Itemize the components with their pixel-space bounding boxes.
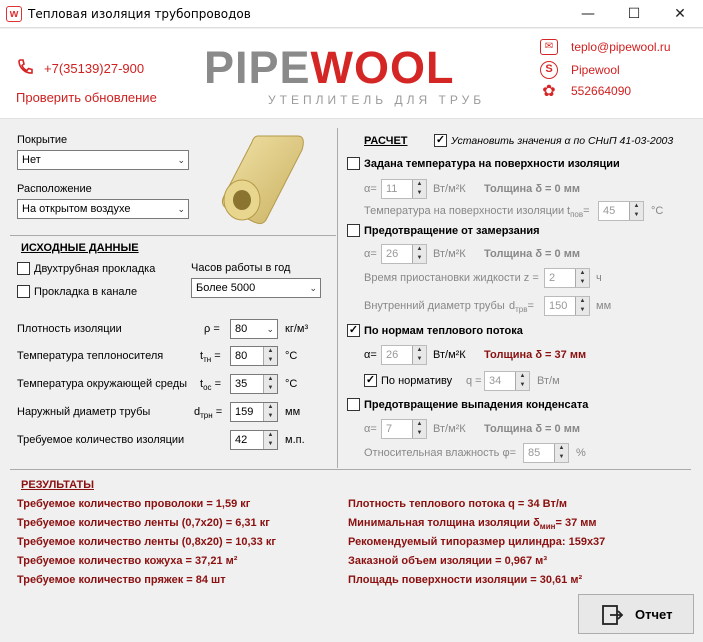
spin-up-icon[interactable]: ▲: [515, 372, 529, 381]
condensate-checkbox[interactable]: [347, 398, 360, 411]
coating-select[interactable]: [17, 150, 189, 170]
vertical-divider: [337, 128, 338, 468]
result-min-thickness: Минимальная толщина изоляции $\delta_{мин}= 37$ мм: [348, 517, 597, 531]
spin-down-icon[interactable]: ▼: [554, 453, 568, 462]
header-banner: [0, 29, 703, 119]
email-link[interactable]: teplo@pipewool.ru: [571, 40, 671, 54]
report-button[interactable]: [578, 594, 694, 634]
logo-tagline: УТЕПЛИТЕЛЬ ДЛЯ ТРУБ: [268, 93, 486, 107]
heat-flow-checkbox[interactable]: ✓: [348, 324, 359, 336]
spin-up-icon[interactable]: ▲: [575, 269, 589, 278]
density-symbol: ρ =: [204, 323, 220, 335]
freeze-thickness: Толщина δ = 0 мм: [484, 248, 580, 260]
inner-diameter-label: Внутренний диаметр трубы: [364, 300, 505, 312]
freeze-alpha-unit: Вт/м²К: [433, 248, 466, 260]
humidity-value: 85: [528, 447, 541, 459]
chevron-down-icon: ⌄: [177, 155, 185, 165]
q-spinner[interactable]: [484, 371, 530, 391]
coolant-temp-unit: °С: [285, 350, 298, 362]
chevron-down-icon: ⌄: [309, 283, 317, 293]
density-label: Плотность изоляции: [17, 323, 122, 335]
alpha-symbol: α=: [364, 183, 377, 195]
density-value: 80: [235, 323, 248, 335]
inner-diameter-unit: мм: [596, 300, 612, 312]
q-unit: Вт/м: [537, 375, 560, 387]
check-update-link[interactable]: Проверить обновление: [16, 90, 157, 105]
spin-up-icon[interactable]: ▲: [412, 180, 426, 189]
freeze-time-value: 2: [549, 272, 556, 284]
heat-flow-alpha-spinner[interactable]: [381, 345, 427, 365]
spin-up-icon[interactable]: ▲: [412, 245, 426, 254]
spin-down-icon[interactable]: ▼: [263, 384, 277, 393]
snip-checkbox[interactable]: ✓: [435, 134, 446, 146]
ambient-temp-label: Температура окружающей среды: [17, 378, 188, 390]
coating-label: Покрытие: [17, 134, 68, 146]
humidity-label: Относительная влажность φ=: [364, 447, 517, 459]
results-header: РЕЗУЛЬТАТЫ: [21, 479, 94, 491]
surface-alpha-unit: Вт/м²К: [433, 183, 466, 195]
skype-contact: Pipewool: [571, 63, 620, 77]
coating-value: Нет: [22, 154, 41, 166]
result-tape-07: Требуемое количество ленты (0,7х20) = 6,31 кг: [17, 517, 270, 529]
spin-down-icon[interactable]: ▼: [629, 211, 643, 220]
result-casing: Требуемое количество кожуха = 37,21 м²: [17, 555, 238, 567]
inner-diameter-symbol: $d_{трв}=$: [509, 300, 534, 314]
insulation-cylinder-image: [218, 130, 308, 226]
spin-down-icon[interactable]: ▼: [412, 429, 426, 438]
spin-up-icon[interactable]: ▲: [263, 375, 277, 384]
export-icon: [601, 604, 625, 626]
hours-label: Часов работы в год: [191, 262, 291, 274]
surface-temp-checkbox[interactable]: [347, 157, 360, 170]
spin-down-icon[interactable]: ▼: [263, 412, 277, 421]
hours-select[interactable]: [191, 278, 321, 298]
chevron-down-icon: ⌄: [266, 324, 274, 334]
location-select[interactable]: [17, 199, 189, 219]
outer-diameter-value: 159: [235, 406, 254, 418]
icq-icon: ✿: [542, 83, 556, 100]
spin-up-icon[interactable]: ▲: [263, 347, 277, 356]
location-label: Расположение: [17, 183, 92, 195]
q-value: 34: [489, 375, 502, 387]
channel-label: Прокладка в канале: [34, 286, 138, 298]
spin-up-icon[interactable]: ▲: [575, 297, 589, 306]
spin-up-icon[interactable]: ▲: [263, 403, 277, 412]
spin-down-icon[interactable]: ▼: [515, 381, 529, 390]
by-norm-label: По нормативу: [381, 375, 453, 387]
spin-up-icon[interactable]: ▲: [412, 346, 426, 355]
spin-down-icon[interactable]: ▼: [412, 254, 426, 263]
spin-down-icon[interactable]: ▼: [575, 306, 589, 315]
insulation-qty-value: 42: [235, 434, 248, 446]
spin-down-icon[interactable]: ▼: [263, 440, 277, 449]
chevron-down-icon: ⌄: [177, 204, 185, 214]
inner-diameter-spinner[interactable]: [544, 296, 590, 316]
result-wire: Требуемое количество проволоки = 1,59 кг: [17, 498, 251, 510]
coolant-temp-spinner[interactable]: [230, 346, 278, 366]
twin-pipe-label: Двухтрубная прокладка: [34, 263, 156, 275]
report-button-label: Отчет: [635, 607, 673, 622]
freeze-title: Предотвращение от замерзания: [364, 225, 540, 237]
inner-diameter-value: 150: [549, 300, 568, 312]
ambient-temp-unit: °С: [285, 378, 298, 390]
result-tape-08: Требуемое количество ленты (0,8х20) = 10,33 кг: [17, 536, 276, 548]
outer-diameter-spinner[interactable]: [230, 402, 278, 422]
surface-temp-value: 45: [603, 205, 616, 217]
spin-down-icon[interactable]: ▼: [412, 189, 426, 198]
heat-flow-title: По нормам теплового потока: [364, 325, 523, 337]
surface-thickness: Толщина δ = 0 мм: [484, 183, 580, 195]
results-divider: [10, 469, 691, 470]
outer-diameter-label: Наружный диаметр трубы: [17, 406, 151, 418]
maximize-icon[interactable]: ☐: [627, 6, 641, 22]
surface-temp-title: Задана температура на поверхности изоляции: [364, 158, 620, 170]
insulation-qty-spinner[interactable]: [230, 430, 278, 450]
surface-temp-label: Температура на поверхности изоляции: [364, 205, 565, 217]
calc-header: РАСЧЕТ: [364, 135, 408, 147]
coolant-temp-symbol: $t_{тн}$ =: [200, 350, 221, 364]
twin-pipe-checkbox[interactable]: [17, 262, 30, 275]
humidity-unit: %: [576, 447, 586, 459]
freeze-alpha-spinner[interactable]: [381, 244, 427, 264]
density-select[interactable]: [230, 319, 278, 339]
spin-up-icon[interactable]: ▲: [629, 202, 643, 211]
minimize-icon[interactable]: —: [581, 6, 595, 22]
outer-diameter-symbol: $d_{трн}$ =: [194, 406, 223, 420]
alpha-symbol: α=: [364, 423, 377, 435]
surface-alpha-spinner[interactable]: [381, 179, 427, 199]
left-divider: [10, 235, 336, 236]
title-bar: [0, 0, 703, 28]
q-symbol: q =: [466, 375, 482, 387]
condensate-alpha-value: 7: [386, 423, 393, 435]
location-value: На открытом воздухе: [22, 203, 131, 215]
spin-down-icon[interactable]: ▼: [412, 355, 426, 364]
humidity-spinner[interactable]: [523, 443, 569, 463]
result-buckles: Требуемое количество пряжек = 84 шт: [17, 574, 226, 586]
logo-part-pipe: PIPE: [204, 42, 311, 93]
surface-temp-spinner[interactable]: [598, 201, 644, 221]
phone-number: +7(35139)27-900: [44, 61, 145, 76]
by-norm-checkbox[interactable]: ✓: [365, 374, 376, 386]
close-icon[interactable]: ✕: [674, 6, 686, 22]
freeze-checkbox[interactable]: [347, 224, 360, 237]
phone-icon: [16, 58, 34, 76]
condensate-thickness: Толщина δ = 0 мм: [484, 423, 580, 435]
condensate-alpha-unit: Вт/м²К: [433, 423, 466, 435]
surface-temp-unit: °С: [651, 205, 664, 217]
channel-checkbox[interactable]: [17, 285, 30, 298]
spin-up-icon[interactable]: ▲: [554, 444, 568, 453]
insulation-qty-unit: м.п.: [285, 434, 305, 446]
email-icon: ✉: [540, 39, 558, 55]
spin-down-icon[interactable]: ▼: [263, 356, 277, 365]
freeze-alpha-value: 26: [386, 248, 399, 260]
freeze-time-spinner[interactable]: [544, 268, 590, 288]
app-icon: w: [6, 6, 22, 22]
heat-flow-alpha-value: 26: [386, 349, 399, 361]
window-title: Тепловая изоляция трубопроводов: [28, 7, 251, 21]
ambient-temp-symbol: $t_{ос}$ =: [200, 378, 221, 392]
result-volume: Заказной объем изоляции = 0,967 м³: [348, 555, 547, 567]
heat-flow-thickness: Толщина δ = 37 мм: [484, 349, 587, 361]
heat-flow-alpha-unit: Вт/м²К: [433, 349, 466, 361]
snip-label: Установить значения α по СНиП 41-03-2003: [451, 135, 674, 147]
coolant-temp-value: 80: [235, 350, 248, 362]
coolant-temp-label: Температура теплоносителя: [17, 350, 164, 362]
condensate-title: Предотвращение выпадения конденсата: [364, 399, 589, 411]
spin-down-icon[interactable]: ▼: [575, 278, 589, 287]
outer-diameter-unit: мм: [285, 406, 301, 418]
surface-temp-symbol: $t_{пов}=$: [567, 205, 590, 219]
skype-icon: S: [540, 61, 558, 79]
freeze-time-unit: ч: [596, 272, 602, 284]
density-unit: кг/м³: [285, 323, 309, 335]
result-heat-flow: Плотность теплового потока q = 34 Вт/м: [348, 498, 568, 510]
ambient-temp-value: 35: [235, 378, 248, 390]
icq-contact: 552664090: [571, 84, 632, 98]
surface-alpha-value: 11: [386, 183, 398, 195]
condensate-alpha-spinner[interactable]: [381, 419, 427, 439]
spin-up-icon[interactable]: ▲: [412, 420, 426, 429]
insulation-qty-label: Требуемое количество изоляции: [17, 434, 185, 446]
hours-value: Более 5000: [196, 282, 256, 294]
alpha-symbol: α=: [364, 248, 377, 260]
result-cylinder-size: Рекомендуемый типоразмер цилиндра: 159х37: [348, 536, 606, 548]
alpha-symbol: α=: [364, 349, 377, 361]
ambient-temp-spinner[interactable]: [230, 374, 278, 394]
freeze-time-label: Время приостановки жидкости z =: [364, 272, 539, 284]
input-data-header: ИСХОДНЫЕ ДАННЫЕ: [21, 242, 139, 254]
pipewool-logo: [204, 42, 455, 93]
spin-up-icon[interactable]: ▲: [263, 431, 277, 440]
result-surface-area: Площадь поверхности изоляции = 30,61 м²: [348, 574, 583, 586]
logo-part-wool: WOOL: [310, 42, 455, 93]
